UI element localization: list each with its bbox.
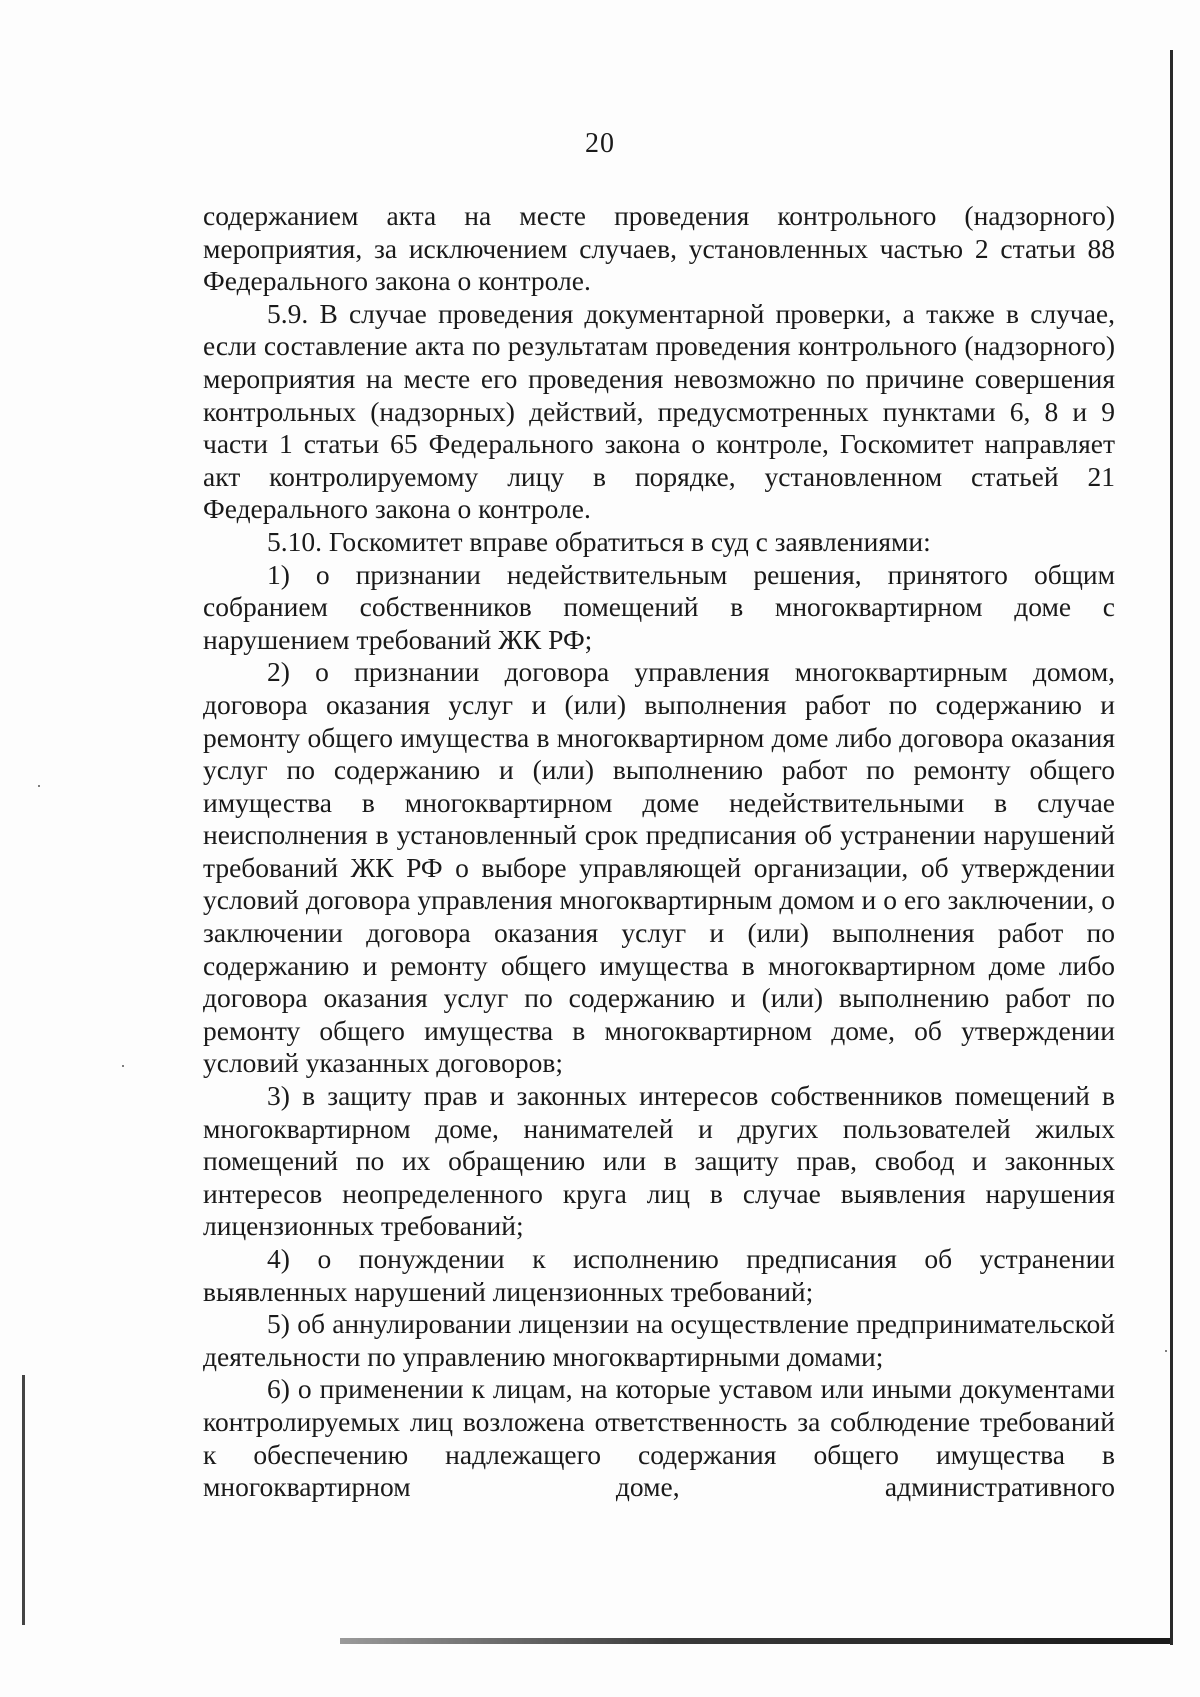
list-item-5: 5) об аннулировании лицензии на осуществление предпринимательской деятельности по управлению многоквартирными домами; xyxy=(203,1308,1115,1372)
scan-speck xyxy=(1165,1350,1167,1352)
scan-speck xyxy=(38,785,40,787)
list-item-1: 1) о признании недействительным решения, принятого общим собранием собственников помещений в многоквартирном доме с нарушением требований ЖК РФ; xyxy=(203,558,1115,655)
paragraph-5-9: 5.9. В случае проведения документарной проверки, а также в случае, если составление акта по результатам проведения контрольного (надзорного) мероприятия на месте его проведения невозможно по причине совершения контрольных (надзорных) действий, предусмотренных пунктами 6, 8 и 9 части 1 статьи 65 Федерального закона о контроле, Госкомитет направляет акт контролируемому лицу в порядке, установленном статьей 21 Федерального закона о контроле. xyxy=(203,297,1115,525)
scan-edge-left-mark xyxy=(22,1375,25,1625)
scan-bottom-rule xyxy=(340,1638,1170,1644)
scan-speck xyxy=(122,1065,124,1067)
list-item-6: 6) о применении к лицам, на которые уставом или иными документами контролируемых лиц возложена ответственность за соблюдение требований к обеспечению надлежащего содержания общего имущества в многоквартирном доме, административного xyxy=(203,1373,1115,1503)
document-body xyxy=(203,200,1115,1504)
page-number: 20 xyxy=(585,128,615,159)
paragraph-5-10: 5.10. Госкомитет вправе обратиться в суд с заявлениями: xyxy=(267,525,931,557)
list-item-4: 4) о понуждении к исполнению предписания об устранении выявленных нарушений лицензионных требований; xyxy=(203,1243,1115,1307)
scan-edge-right xyxy=(1170,50,1173,1645)
list-item-3: 3) в защиту прав и законных интересов собственников помещений в многоквартирном доме, нанимателей и других пользователей жилых помещений по их обращению или в защиту прав, свобод и законных интересов неопределенного круга лиц в случае выявления нарушения лицензионных требований; xyxy=(203,1080,1115,1242)
list-item-2: 2) о признании договора управления многоквартирным домом, договора оказания услуг и (или) выполнения работ по содержанию и ремонту общего имущества в многоквартирном доме либо договора оказания услуг по содержанию и (или) выполнению работ по ремонту общего имущества в многоквартирном доме недействительными в случае неисполнения в установленный срок предписания об устранении нарушений требований ЖК РФ о выборе управляющей организации, об утверждении условий договора управления многоквартирным домом и о его заключении, о заключении договора оказания услуг и (или) выполнения работ по содержанию и ремонту общего имущества в многоквартирном доме либо договора оказания услуг по содержанию и (или) выполнению работ по ремонту общего имущества в многоквартирном доме, об утверждении условий указанных договоров; xyxy=(203,656,1115,1079)
paragraph-continuation: содержанием акта на месте проведения контрольного (надзорного) мероприятия, за исключением случаев, установленных частью 2 статьи 88 Федерального закона о контроле. xyxy=(203,200,1115,297)
